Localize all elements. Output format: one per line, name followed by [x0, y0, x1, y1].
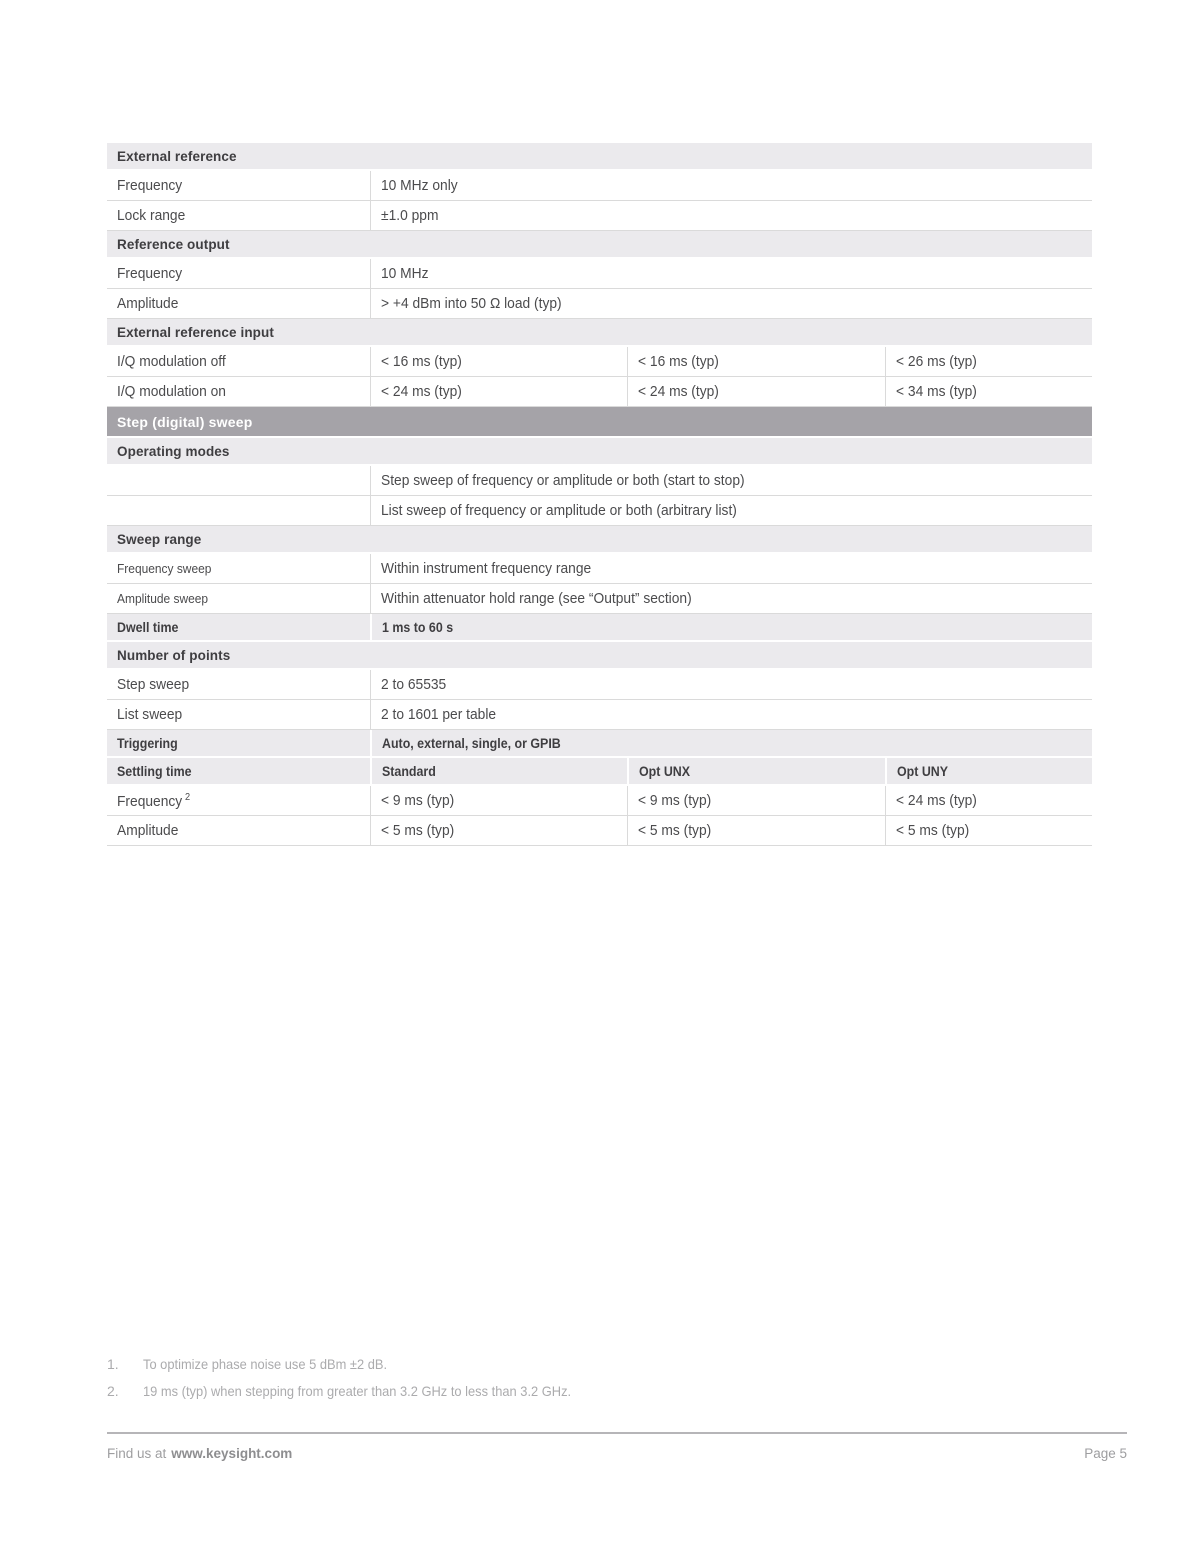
spec-value-cell: 2 to 1601 per table: [370, 700, 1092, 729]
section-header-external-reference-input: [107, 319, 1092, 347]
spec-value-cell: < 5 ms (typ): [370, 816, 627, 845]
spec-row-iq-modulation-off: [107, 347, 1092, 377]
spec-value-cell: 10 MHz only: [370, 171, 1092, 200]
spec-label-cell: Step sweep: [117, 676, 190, 693]
spec-value-cell: 2 to 65535: [370, 670, 1092, 699]
section-header-reference-output: [107, 231, 1092, 259]
spec-value-cell: < 16 ms (typ): [627, 347, 885, 376]
footnotes: [107, 1350, 1007, 1404]
spec-label-cell: Frequency sweep: [117, 561, 212, 576]
spec-value-cell: < 34 ms (typ): [885, 377, 1092, 406]
label-text: Frequency: [117, 792, 183, 810]
spec-label-cell: List sweep: [117, 706, 183, 723]
spec-value-cell: < 5 ms (typ): [627, 816, 885, 845]
spec-value-cell: > +4 dBm into 50 Ω load (typ): [370, 289, 1092, 318]
column-header-opt-unx: Opt UNX: [627, 758, 885, 784]
section-header-external-reference: [107, 143, 1092, 171]
spec-label-cell: Triggering: [117, 735, 178, 751]
spec-value-cell: List sweep of frequency or amplitude or both (arbitrary list): [370, 496, 1092, 525]
section-band-label: Step (digital) sweep: [117, 413, 253, 430]
spec-row-list-sweep-points: [107, 700, 1092, 730]
section-header-sweep-range: [107, 526, 1092, 554]
spec-value-cell: Within attenuator hold range (see “Output” section): [370, 584, 1092, 613]
spec-row-dwell-time: [107, 614, 1092, 642]
footnote-1: [107, 1350, 1007, 1377]
spec-row-triggering: [107, 730, 1092, 758]
spec-value-cell: < 26 ms (typ): [885, 347, 1092, 376]
spec-row-iq-modulation-on: [107, 377, 1092, 407]
spec-label-cell: [107, 786, 370, 815]
specification-table: [107, 143, 1092, 846]
column-header-standard: Standard: [370, 758, 627, 784]
spec-row-step-sweep-points: [107, 670, 1092, 700]
spec-row-frequency: [107, 259, 1092, 289]
spec-value-cell: < 24 ms (typ): [370, 377, 627, 406]
footnote-text: 19 ms (typ) when stepping from greater than 3.2 GHz to less than 3.2 GHz.: [143, 1382, 572, 1399]
spec-row-frequency-sweep: [107, 554, 1092, 584]
spec-row-amplitude-sweep: [107, 584, 1092, 614]
spec-label-cell: Amplitude: [117, 295, 179, 312]
spec-label-cell: Frequency: [117, 177, 183, 194]
spec-value-cell: Within instrument frequency range: [370, 554, 1092, 583]
section-header-label: External reference input: [117, 324, 274, 340]
spec-label-cell: Settling time: [117, 763, 192, 779]
column-header-opt-uny: Opt UNY: [885, 758, 1092, 784]
spec-value-cell: < 9 ms (typ): [627, 786, 885, 815]
footnote-number: 2.: [107, 1382, 119, 1399]
spec-label-cell: I/Q modulation off: [117, 353, 226, 370]
spec-row-settling-time-header: [107, 758, 1092, 786]
spec-row-step-sweep-mode: [107, 466, 1092, 496]
spec-row-frequency-settling: [107, 786, 1092, 816]
page-number: Page 5: [1084, 1446, 1127, 1461]
section-header-label: Sweep range: [117, 531, 202, 547]
footnote-text: To optimize phase noise use 5 dBm ±2 dB.: [143, 1355, 388, 1372]
footer-find-us: [107, 1446, 292, 1461]
section-band-step-digital-sweep: [107, 407, 1092, 438]
spec-row-list-sweep-mode: [107, 496, 1092, 526]
keysight-link[interactable]: www.keysight.com: [171, 1446, 293, 1461]
footnote-number: 1.: [107, 1355, 119, 1372]
spec-label-cell: Amplitude: [117, 822, 179, 839]
spec-row-frequency: [107, 171, 1092, 201]
spec-value-cell: Step sweep of frequency or amplitude or both (start to stop): [370, 466, 1092, 495]
footer: [107, 1446, 1127, 1461]
spec-row-amplitude-settling: [107, 816, 1092, 846]
spec-value-cell: < 5 ms (typ): [885, 816, 1092, 845]
spec-value-cell: 1 ms to 60 s: [370, 614, 1092, 640]
spec-label-cell: I/Q modulation on: [117, 383, 226, 400]
section-header-label: Number of points: [117, 647, 231, 663]
spec-value-cell: < 9 ms (typ): [370, 786, 627, 815]
footer-divider: [107, 1432, 1127, 1434]
spec-label-cell: Frequency: [117, 265, 183, 282]
spec-label-cell: Amplitude sweep: [117, 591, 209, 606]
spec-value-cell: 10 MHz: [370, 259, 1092, 288]
spec-label-cell: [107, 466, 370, 495]
spec-label-cell: Lock range: [117, 207, 186, 224]
section-header-label: Reference output: [117, 236, 230, 252]
section-header-number-of-points: [107, 642, 1092, 670]
section-header-label: Operating modes: [117, 443, 230, 459]
spec-value-cell: < 24 ms (typ): [627, 377, 885, 406]
spec-value-cell: < 16 ms (typ): [370, 347, 627, 376]
spec-label-cell: [107, 496, 370, 525]
spec-label-cell: Dwell time: [117, 619, 179, 635]
spec-row-amplitude: [107, 289, 1092, 319]
footnote-2: [107, 1377, 1007, 1404]
section-header-operating-modes: [107, 438, 1092, 466]
footer-prefix: Find us at: [107, 1446, 167, 1461]
section-header-label: External reference: [117, 148, 237, 164]
spec-value-cell: Auto, external, single, or GPIB: [370, 730, 1092, 756]
spec-value-cell: ±1.0 ppm: [370, 201, 1092, 230]
spec-value-cell: < 24 ms (typ): [885, 786, 1092, 815]
spec-row-lock-range: [107, 201, 1092, 231]
footnote-reference: 2: [184, 791, 191, 803]
